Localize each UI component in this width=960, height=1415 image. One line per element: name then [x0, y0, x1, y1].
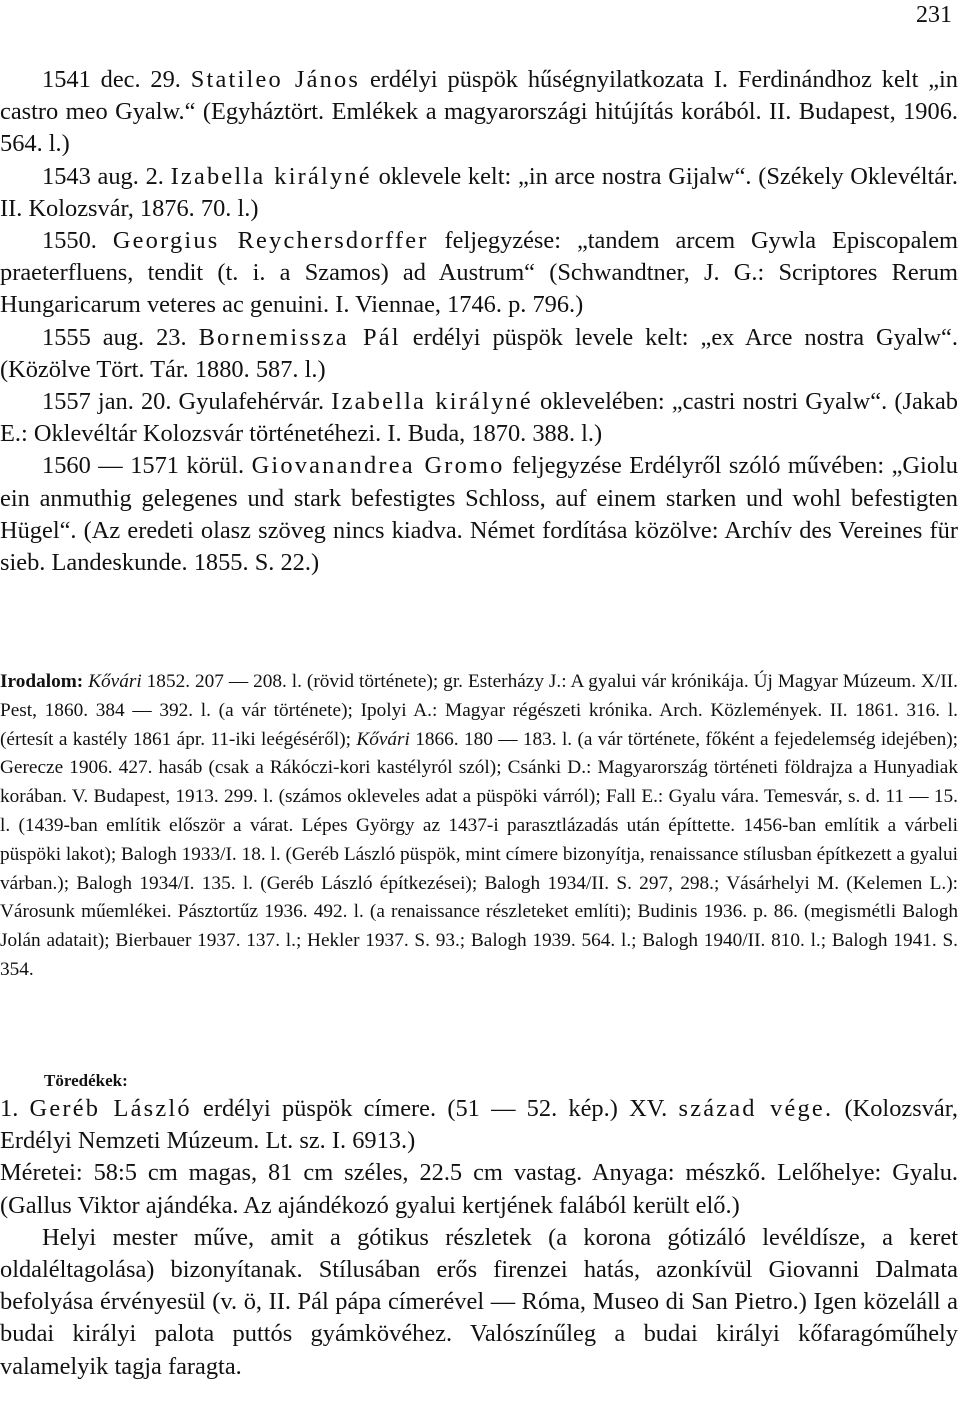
chronology-entry: [0, 322, 958, 386]
entry-person: Georgius Reychersdorffer: [112, 227, 429, 255]
entry-person: Izabella királyné: [331, 388, 533, 416]
entry-text: erdélyi püspök hűségnyilatkozata I. Ferdinándhoz kelt „in castro meo Gyalw.“ (Egyháztört. Emlékek a magyarországi hitújítás korából. II. Budapest, 1906. 564. l.): [0, 66, 959, 158]
fragment-location: (Kolozsvár, Erdélyi Nemzeti Múzeum. Lt. sz. I. 6913.): [0, 1095, 958, 1155]
entry-person: Izabella királyné: [170, 162, 372, 190]
fragments-label: Töredékek:: [44, 1071, 128, 1090]
literature-author: Kővári: [88, 671, 142, 692]
fragment-number: 1.: [0, 1095, 30, 1122]
entry-date: 1557 jan. 20. Gyulafehérvár.: [42, 388, 332, 416]
entry-date: 1543 aug. 2.: [42, 162, 171, 190]
chronology-entry: [0, 225, 958, 322]
chronology-entry: [0, 450, 958, 579]
fragment-description: Helyi mester műve, amit a gótikus részletek (a korona gótizáló levéldísze, a keret oldaléltagolása) bizonyítanak. Stílusában erős firenzei hatás, azonkívül Giovanni Dalmata befolyása érvényesül (v. ö, II. Pál pápa címerével — Róma, Museo di San Pietro.) Igen közeláll a budai királyi palota puttós gyámkövéhez. Valószínűleg a budai királyi kőfaragóműhely valamelyik tagja faragta.: [0, 1223, 958, 1380]
entry-person: Statileo János: [190, 66, 361, 93]
page-number: 231: [916, 2, 952, 28]
literature-text: 1852. 207 — 208. l. (rövid története); gr. Esterházy J.: A gyalui vár krónikája. Új Magyar Múzeum. X/II. Pest, 1860. 384 — 392. l. (a vár története); Ipolyi A.: Magyar régészeti krónika. Arch. Közlemények. II. 1861. 316. l. (értesít a kastély 1861 ápr. 11-iki leégéséről);: [0, 671, 958, 750]
fragment-text: erdélyi püspök címere. (51 — 52. kép.) XV.: [191, 1095, 679, 1122]
fragment-title: [0, 1093, 958, 1157]
entry-date: 1550.: [42, 227, 113, 255]
entry-date: 1541 dec. 29.: [42, 66, 191, 93]
literature-label: Irodalom:: [0, 671, 84, 692]
fragment-period: század vége.: [678, 1095, 834, 1122]
entry-person: Giovanandrea Gromo: [251, 452, 505, 480]
fragments-section: [0, 1093, 958, 1383]
entry-text: feljegyzése: „tandem arcem Gywla Episcopalem praeterfluens, tendit (t. i. a Szamos) ad Austrum“ (Schwandtner, J. G.: Scriptores Rerum Hungaricarum veteres ac genuini. I. Viennae, 1746. p. 796.): [0, 227, 959, 319]
fragment-dimensions: Méretei: 58:5 cm magas, 81 cm széles, 22.5 cm vastag. Anyaga: mészkő. Lelőhelye: Gyalu. (Gallus Viktor ajándéka. Az ajándékozó gyalui kertjének falából került elő.): [0, 1159, 958, 1219]
literature-section: [0, 668, 958, 985]
chronology-entry: [0, 386, 958, 450]
chronology-entry: [0, 64, 958, 161]
literature-author: Kővári: [356, 728, 410, 750]
entry-date: 1560 — 1571 körül.: [42, 452, 252, 480]
entry-date: 1555 aug. 23.: [42, 323, 199, 351]
entry-text: oklevelében: „castri nostri Gyalw“. (Jakab E.: Oklevéltár Kolozsvár történetéhezi. I. Buda, 1870. 388. l.): [0, 388, 958, 448]
chronology-entry: [0, 161, 958, 225]
entry-text: erdélyi püspök levele kelt: „ex Arce nostra Gyalw“. (Közölve Tört. Tár. 1880. 587. l.): [0, 323, 958, 383]
entry-text: oklevele kelt: „in arce nostra Gijalw“. (Székely Oklevéltár. II. Kolozsvár, 1876. 70. l.): [0, 162, 958, 222]
fragment-person: Geréb László: [29, 1095, 192, 1122]
literature-text: 1866. 180 — 183. l. (a vár története, főként a fejedelemség idejében); Gerecze 1906. 427. hasáb (csak a Rákóczi-kori kastélyról szól); Csánki D.: Magyarország történeti földrajza a Hunyadiak korában. V. Budapest, 1913. 299. l. (számos okleveles adat a püspöki várról); Fall E.: Gyalu vára. Temesvár, s. d. 11 — 15. l. (1439-ban említik először a várat. Lépes György az 1437-i parasztlázadás után építtette. 1456-ban említik a várbeli püspöki lakot); Balogh 1933/I. 18. l. (Geréb László püspök, mint címere bizonyítja, renaissance stílusban építkezett a gyalui várban.); Balogh 1934/I. 135. l. (Geréb László építkezései); Balogh 1934/II. S. 297, 298.; Vásárhelyi M. (Kelemen L.): Városunk műemlékei. Pásztortűz 1936. 492. l. (a renaissance részleteket említi); Budinis 1936. p. 86. (megismétli Balogh Jolán adatait); Bierbauer 1937. 137. l.; Hekler 1937. S. 93.; Balogh 1939. 564. l.; Balogh 1940/II. 810. l.; Balogh 1941. S. 354.: [0, 728, 959, 980]
chronology-section: [0, 64, 958, 579]
entry-person: Bornemissza Pál: [198, 323, 401, 351]
entry-text: feljegyzése Erdélyről szóló művében: „Giolu ein anmuthig gelegenes und stark befestigtes Schloss, auf einem starken und wohl befestigten Hügel“. (Az eredeti olasz szöveg nincs kiadva. Német fordítása közölve: Archív des Vereines für sieb. Landeskunde. 1855. S. 22.): [0, 452, 958, 577]
